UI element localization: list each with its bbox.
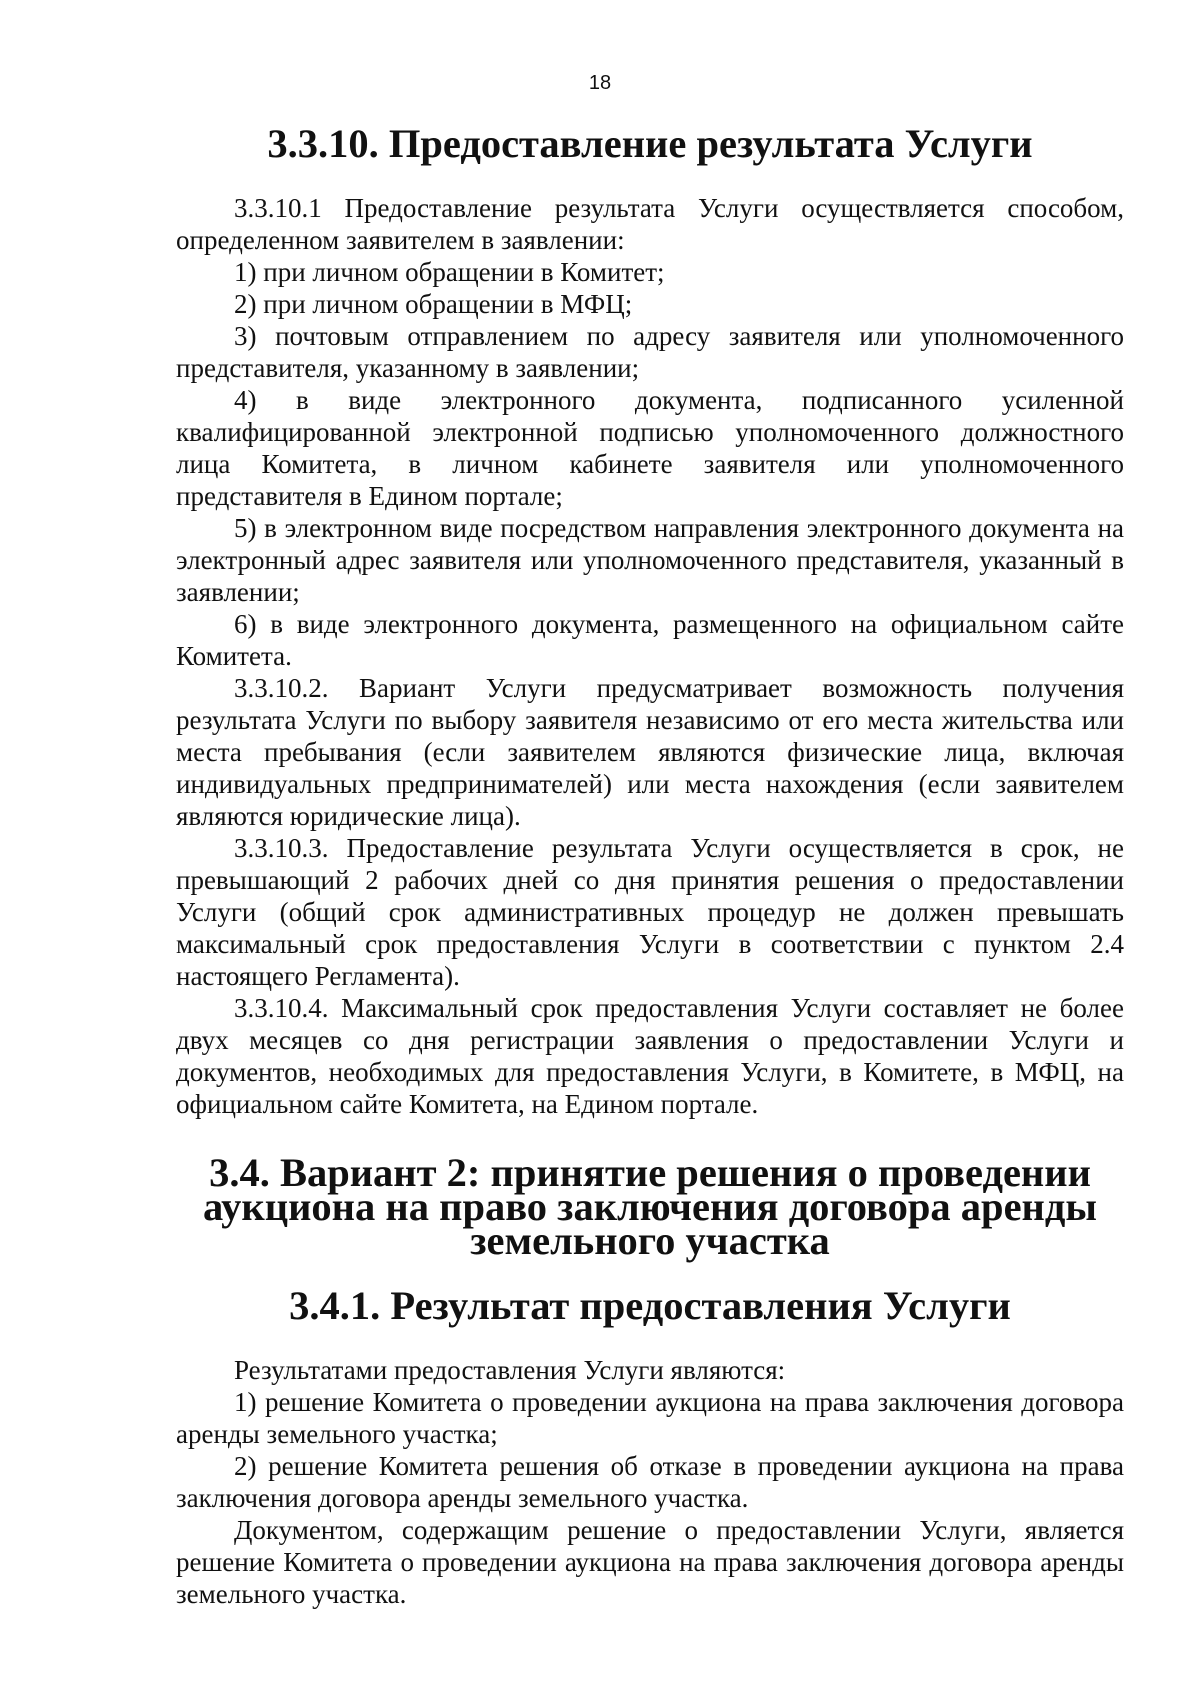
list-item: 6) в виде электронного документа, размещенного на официальном сайте Комитета. [176, 609, 1124, 671]
section-title-3-4: 3.4. Вариант 2: принятие решения о проведении аукциона на право заключения договора аренды земельного участка [202, 1150, 1097, 1263]
document-body [176, 121, 1124, 1610]
list-item: 2) при личном обращении в МФЦ; [234, 289, 633, 319]
list-item: 4) в виде электронного документа, подписанного усиленной квалифицированной электронной подписью уполномоченного должностного лица Комитета, в личном кабинете заявителя или уполномоченного представителя в Едином портале; [176, 385, 1124, 511]
page-number: 18 [588, 72, 612, 94]
paragraph: Результатами предоставления Услуги являются: [234, 1355, 786, 1385]
list-item: 1) решение Комитета о проведении аукциона на права заключения договора аренды земельного участка; [176, 1387, 1124, 1449]
list-item: 2) решение Комитета решения об отказе в проведении аукциона на права заключения договора аренды земельного участка. [176, 1451, 1124, 1513]
section-title-3-4-1: 3.4.1. Результат предоставления Услуги [289, 1283, 1011, 1328]
paragraph: 3.3.10.4. Максимальный срок предоставления Услуги составляет не более двух месяцев со дня регистрации заявления о предоставлении Услуги и документов, необходимых для предоставления Услуги, в Комитете, в МФЦ, на официальном сайте Комитета, на Едином портале. [176, 993, 1124, 1119]
list-item: 5) в электронном виде посредством направления электронного документа на электронный адрес заявителя или уполномоченного представителя, указанный в заявлении; [176, 513, 1124, 607]
section-3-3-10-body [176, 192, 1124, 1120]
paragraph: 3.3.10.2. Вариант Услуги предусматривает возможность получения результата Услуги по выбору заявителя независимо от его места жительства или места пребывания (если заявителем являются физические лица, включая индивидуальных предпринимателей) или места нахождения (если заявителем являются юридические лица). [176, 673, 1124, 831]
list-item: 1) при личном обращении в Комитет; [234, 257, 665, 287]
paragraph: Документом, содержащим решение о предоставлении Услуги, является решение Комитета о проведении аукциона на права заключения договора аренды земельного участка. [176, 1515, 1124, 1609]
paragraph: 3.3.10.1 Предоставление результата Услуги осуществляется способом, определенном заявителем в заявлении: [176, 193, 1124, 255]
section-3-4-1-body [176, 1354, 1124, 1610]
paragraph: 3.3.10.3. Предоставление результата Услуги осуществляется в срок, не превышающий 2 рабочих дней со дня принятия решения о предоставлении Услуги (общий срок административных процедур не должен превышать максимальный срок предоставления Услуги в соответствии с пунктом 2.4 настоящего Регламента). [176, 833, 1124, 991]
list-item: 3) почтовым отправлением по адресу заявителя или уполномоченного представителя, указанному в заявлении; [176, 321, 1124, 383]
section-title-3-3-10: 3.3.10. Предоставление результата Услуги [267, 121, 1033, 166]
